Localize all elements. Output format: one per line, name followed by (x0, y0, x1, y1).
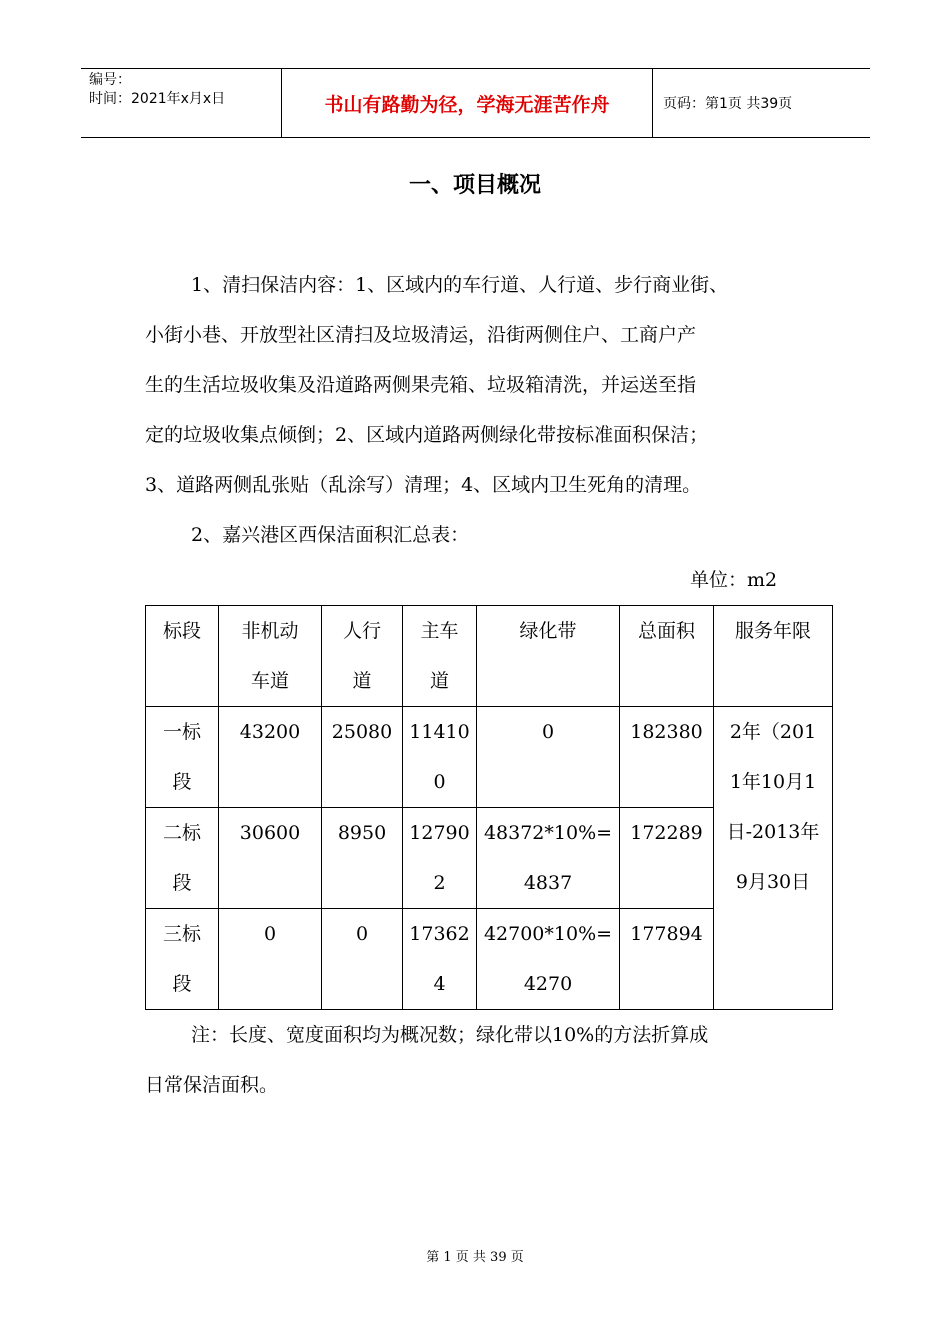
unit-label: 单位：m2 (690, 569, 778, 591)
table-cell: 177894 (620, 909, 714, 1010)
paragraph-line: 日常保洁面积。 (145, 1074, 279, 1096)
table-cell-service-period: 2年（2011年10月1日-2013年9月30日 (714, 707, 833, 1010)
table-cell: 182380 (620, 707, 714, 808)
table-header-cell: 标段 (146, 606, 219, 707)
table-header-cell: 人行道 (322, 606, 403, 707)
table-cell: 172289 (620, 808, 714, 909)
table-cell: 0 (219, 909, 322, 1010)
table-header-cell: 主车道 (403, 606, 477, 707)
table-cell: 0 (322, 909, 403, 1010)
paragraph-line: 生的生活垃圾收集及沿道路两侧果壳箱、垃圾箱清洗，并运送至指 (145, 374, 697, 396)
table-header-cell: 非机动车道 (219, 606, 322, 707)
section-title: 一、项目概况 (408, 173, 541, 198)
table-cell: 173624 (403, 909, 477, 1010)
paragraph-line: 注：长度、宽度面积均为概况数；绿化带以10%的方法折算成 (191, 1024, 709, 1046)
table-header-cell: 绿化带 (477, 606, 620, 707)
paragraph-table-intro: 2、嘉兴港区西保洁面积汇总表： (191, 524, 470, 546)
table-cell: 42700*10%=4270 (477, 909, 620, 1010)
table-cell: 43200 (219, 707, 322, 808)
header-page-info: 页码：第1页 共39页 (663, 96, 793, 112)
paragraph-note (145, 1010, 825, 1110)
table-cell: 114100 (403, 707, 477, 808)
header-meta (81, 69, 281, 137)
paragraph-line: 小街小巷、开放型社区清扫及垃圾清运，沿街两侧住户、工商户产 (145, 324, 697, 346)
table-cell: 25080 (322, 707, 403, 808)
date-label: 时间：2021年x月x日 (89, 91, 226, 107)
table-cell: 三标段 (146, 909, 219, 1010)
paragraph-line: 3、道路两侧乱张贴（乱涂写）清理；4、区域内卫生死角的清理。 (145, 474, 702, 496)
table-header-cell: 总面积 (620, 606, 714, 707)
paragraph-line: 1、清扫保洁内容：1、区域内的车行道、人行道、步行商业街、 (191, 274, 729, 296)
table-cell: 二标段 (146, 808, 219, 909)
table-cell: 48372*10%=4837 (477, 808, 620, 909)
document-header (81, 68, 870, 138)
table-cell: 一标段 (146, 707, 219, 808)
area-summary-table (145, 605, 833, 1010)
number-label: 编号： (89, 72, 131, 88)
table-row (146, 707, 833, 808)
table-header-row (146, 606, 833, 707)
table-cell: 0 (477, 707, 620, 808)
table-header-cell: 服务年限 (714, 606, 833, 707)
page-footer: 第 1 页 共 39 页 (426, 1250, 524, 1265)
paragraph-line: 定的垃圾收集点倾倒；2、区域内道路两侧绿化带按标准面积保洁； (145, 424, 709, 446)
header-motto: 书山有路勤为径，学海无涯苦作舟 (281, 69, 653, 137)
paragraph-cleaning-content (145, 260, 825, 510)
table-cell: 30600 (219, 808, 322, 909)
table-cell: 127902 (403, 808, 477, 909)
table-cell: 8950 (322, 808, 403, 909)
